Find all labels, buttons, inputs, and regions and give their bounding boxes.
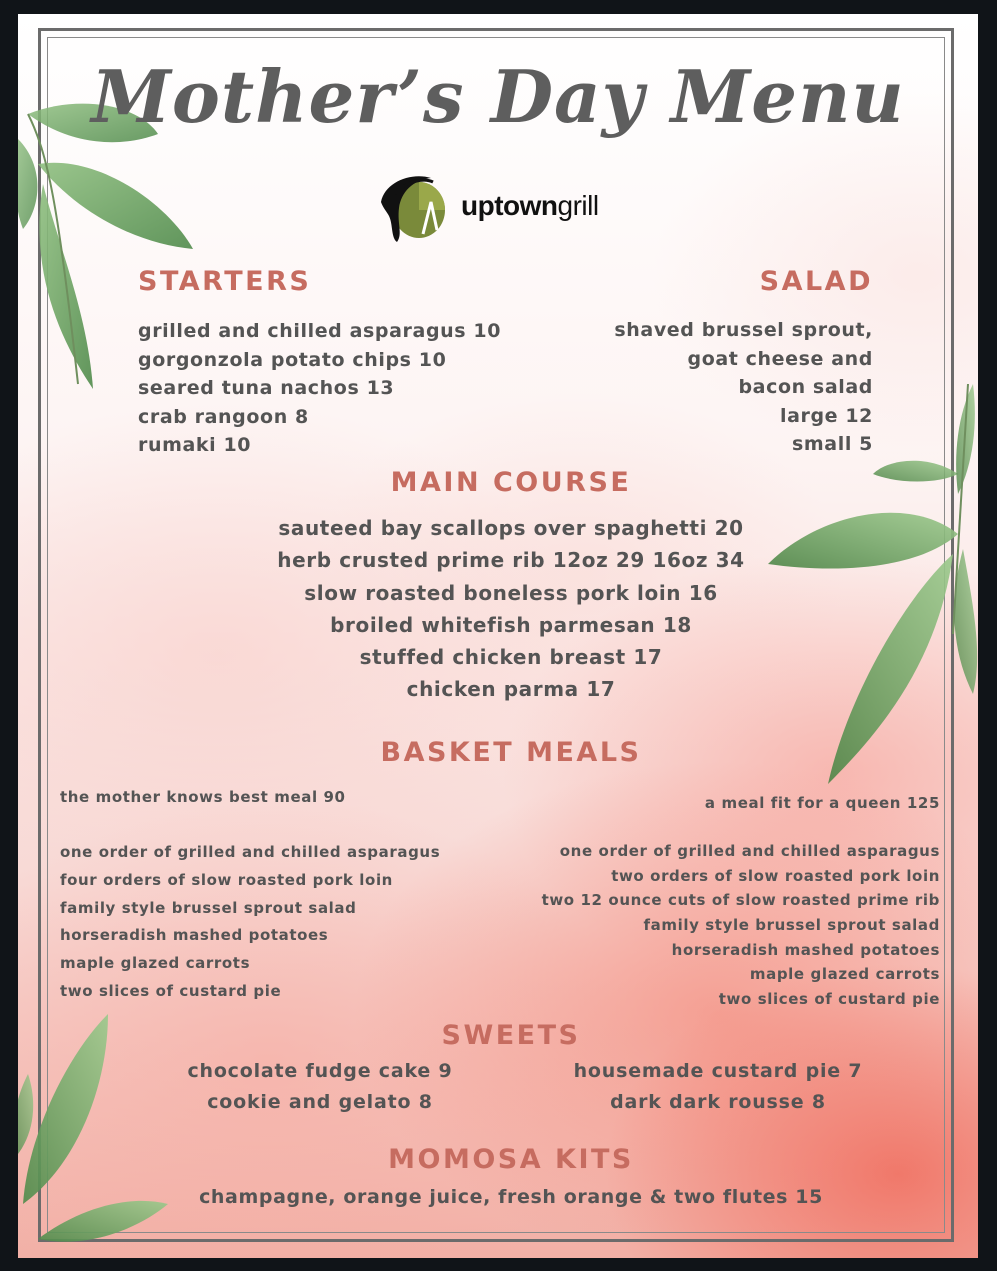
basket-meal-left-title: the mother knows best meal 90: [60, 788, 346, 806]
logo-text: [461, 190, 599, 222]
basket-meal-left-list: [60, 843, 440, 1010]
menu-item: small 5: [792, 433, 873, 455]
menu-title: Mother’s Day Menu: [91, 54, 905, 139]
sweets-heading: SWEETS: [441, 1020, 581, 1051]
uptown-grill-logo: [373, 172, 633, 244]
list-item: two 12 ounce cuts of slow roasted prime rib: [541, 891, 940, 910]
list-item: two slices of custard pie: [718, 990, 940, 1009]
menu-item: dark dark rousse 8: [610, 1090, 826, 1113]
momosa-kits-heading: MOMOSA KITS: [388, 1144, 634, 1175]
list-item: two orders of slow roasted pork loin: [611, 866, 940, 885]
menu-item: shaved brussel sprout,: [614, 319, 873, 341]
list-item: horseradish mashed potatoes: [671, 940, 940, 959]
menu-item: grilled and chilled asparagus 10: [138, 320, 502, 342]
menu-item: sauteed bay scallops over spaghetti 20: [278, 516, 744, 540]
basket-meal-right-list: [542, 842, 940, 1015]
menu-item: chicken parma 17: [406, 677, 616, 702]
list-item: family style brussel sprout salad: [643, 916, 940, 935]
main-course-list: [18, 516, 978, 710]
logo-text-regular: grill: [557, 190, 599, 221]
sweets-left-list: [160, 1060, 480, 1121]
salad-list: [614, 319, 873, 462]
menu-item: champagne, orange juice, fresh orange & two flutes 15: [199, 1186, 823, 1208]
basket-meal-right-title: a meal fit for a queen 125: [704, 794, 940, 812]
menu-item: rumaki 10: [138, 434, 252, 456]
menu-item: slow roasted boneless pork loin 16: [304, 580, 718, 605]
starters-heading: STARTERS: [138, 266, 312, 297]
menu-item: large 12: [779, 404, 873, 427]
menu-item: broiled whitefish parmesan 18: [330, 612, 692, 637]
menu-item: goat cheese and: [687, 347, 873, 370]
list-item: two slices of custard pie: [60, 981, 282, 1000]
menu-item: crab rangoon 8: [138, 405, 309, 428]
basket-meals-heading: BASKET MEALS: [380, 737, 642, 768]
menu-page: [18, 14, 978, 1258]
menu-item: chocolate fudge cake 9: [187, 1060, 453, 1082]
menu-item: gorgonzola potato chips 10: [138, 348, 447, 371]
list-item: four orders of slow roasted pork loin: [60, 870, 393, 889]
list-item: maple glazed carrots: [749, 965, 940, 984]
list-item: horseradish mashed potatoes: [60, 926, 329, 945]
uptown-grill-logo-icon: [373, 172, 457, 244]
logo-text-bold: uptown: [461, 190, 558, 221]
menu-item: herb crusted prime rib 12oz 29 16oz 34: [277, 548, 745, 573]
main-course-heading: MAIN COURSE: [390, 467, 632, 498]
menu-item: stuffed chicken breast 17: [359, 645, 663, 670]
salad-heading: SALAD: [759, 266, 873, 297]
list-item: one order of grilled and chilled asparagus: [60, 843, 441, 861]
sweets-right-list: [563, 1060, 873, 1121]
list-item: maple glazed carrots: [60, 954, 251, 973]
menu-item: seared tuna nachos 13: [138, 377, 395, 399]
menu-item: housemade custard pie 7: [573, 1060, 863, 1082]
list-item: one order of grilled and chilled asparagus: [559, 842, 940, 860]
list-item: family style brussel sprout salad: [60, 898, 357, 917]
menu-item: cookie and gelato 8: [207, 1090, 433, 1113]
menu-item: bacon salad: [738, 376, 873, 398]
starters-list: [138, 320, 501, 463]
